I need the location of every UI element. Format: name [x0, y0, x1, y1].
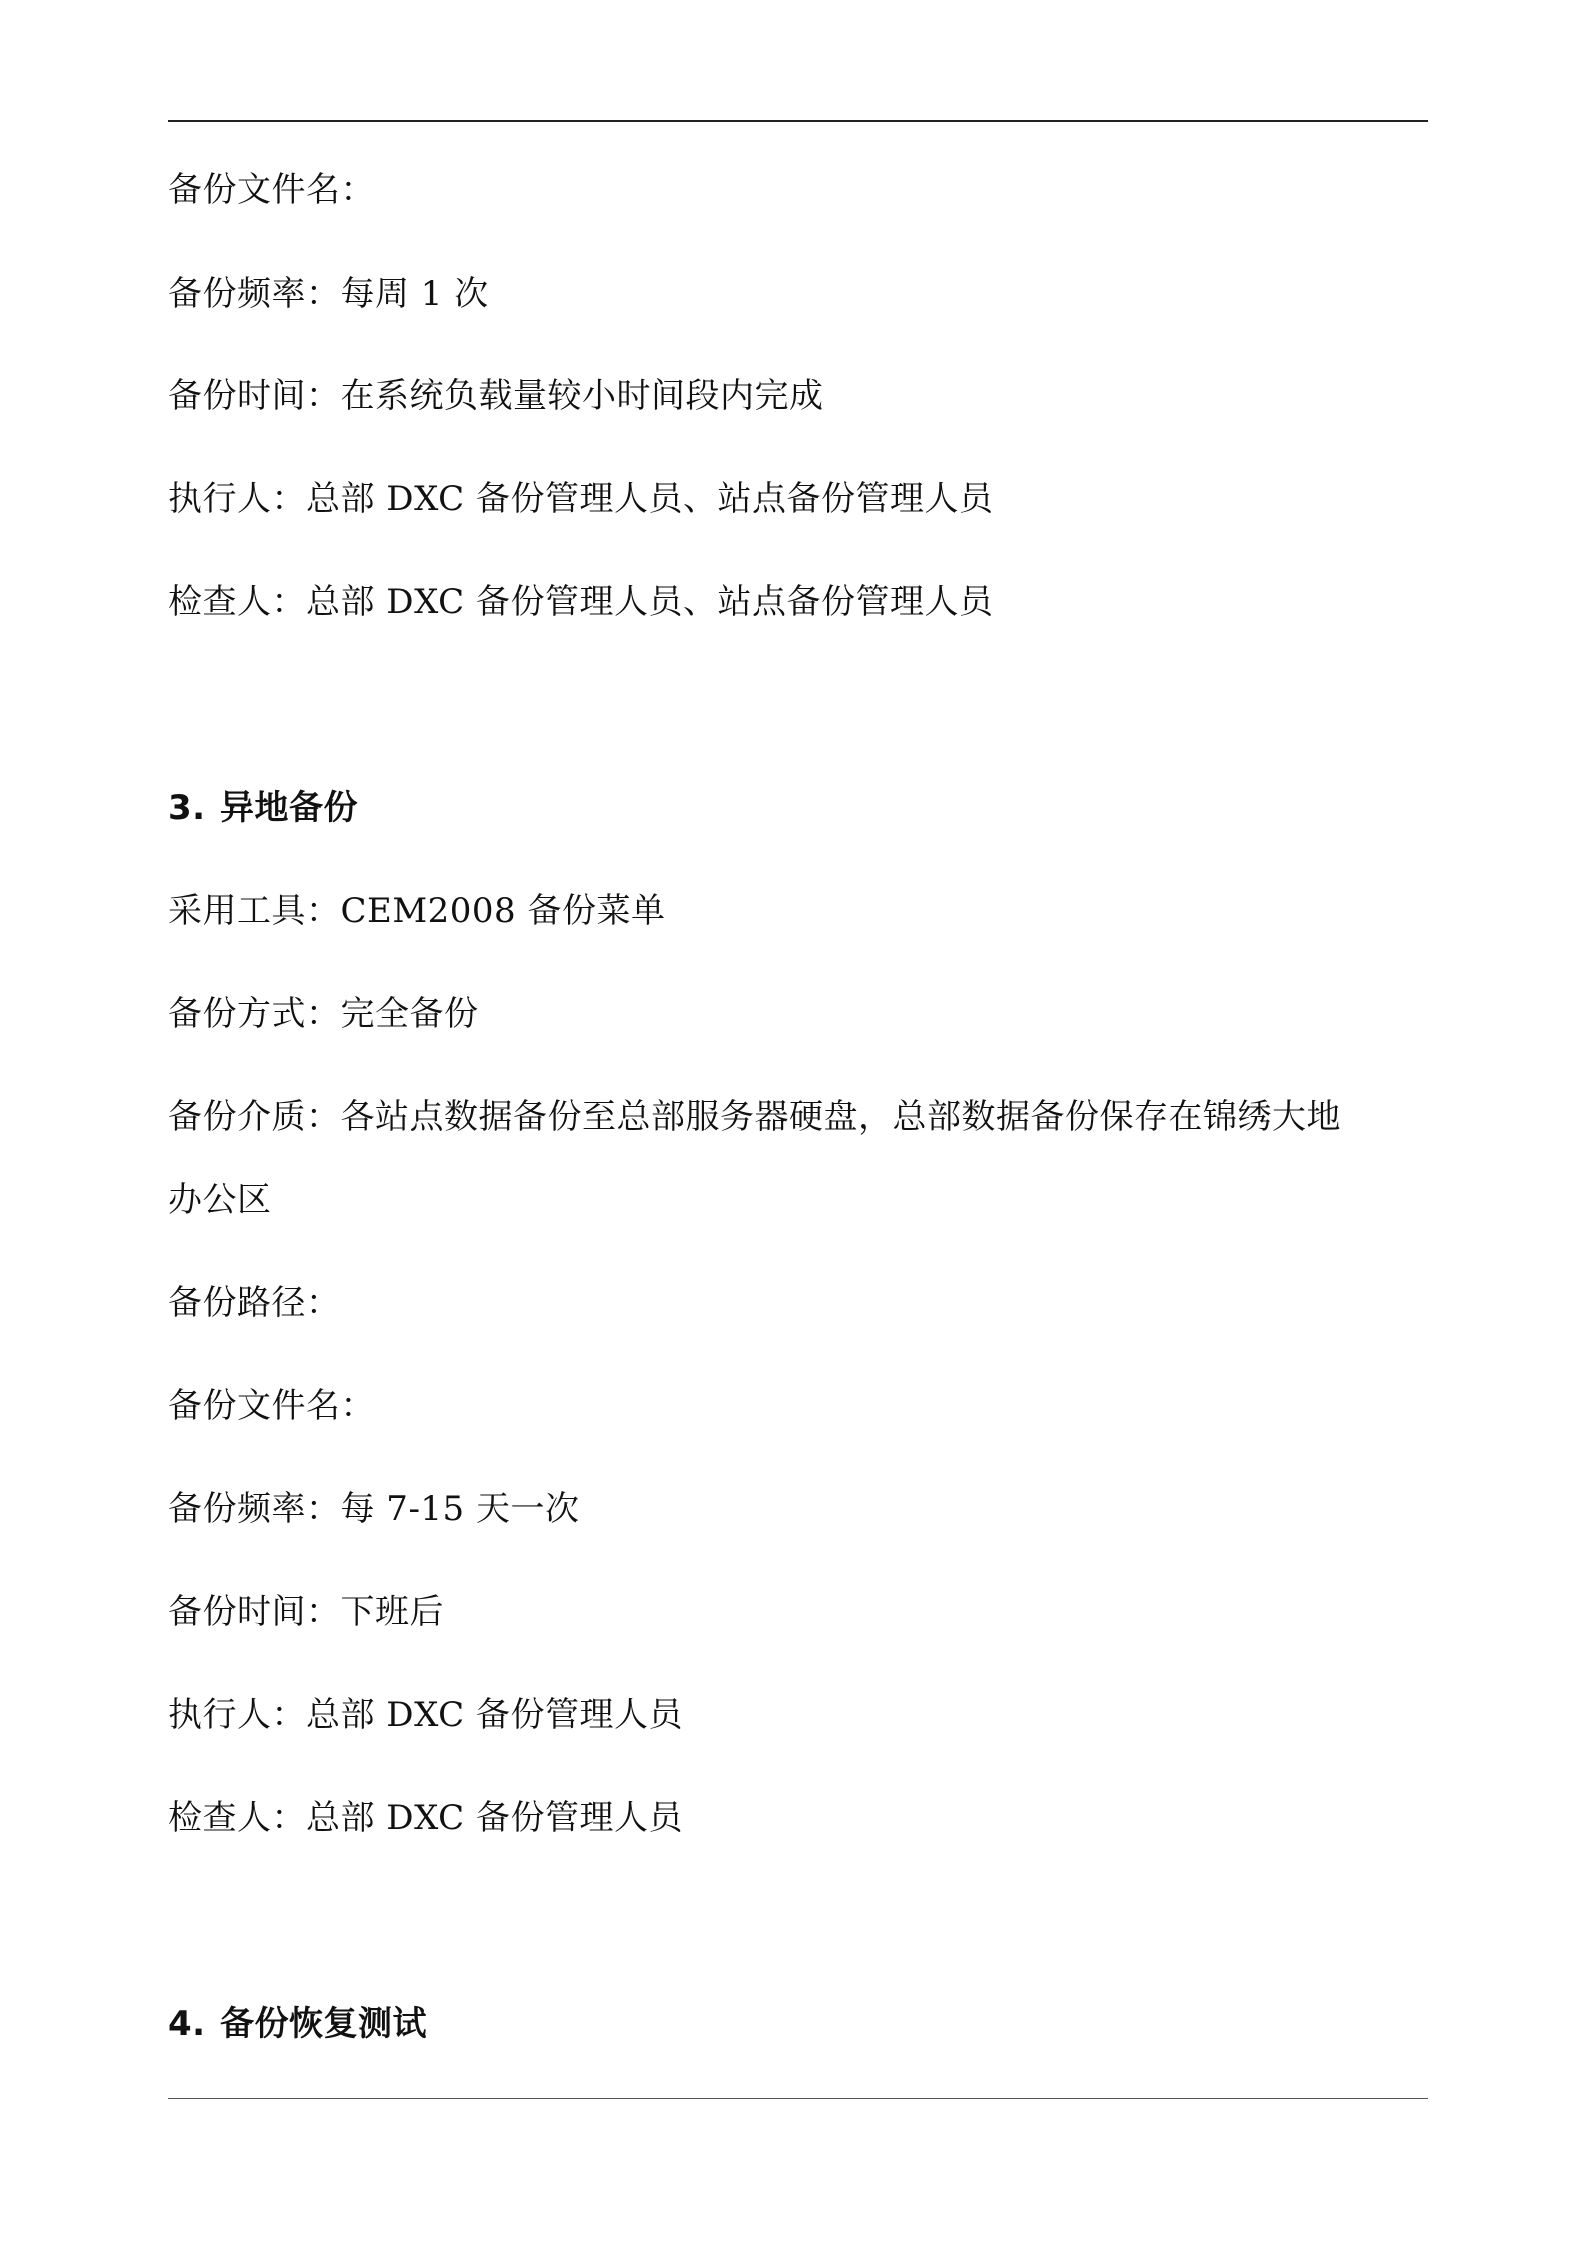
inspector-line: 检查人：总部 DXC 备份管理人员、站点备份管理人员 [168, 582, 994, 622]
tool-line: 采用工具：CEM2008 备份菜单 [168, 891, 666, 931]
section-3-number: 3. [168, 788, 206, 828]
section-4-heading [168, 2002, 427, 2046]
medium-line-2: 办公区 [168, 1180, 272, 1220]
backup-time-line: 备份时间：在系统负载量较小时间段内完成 [168, 376, 824, 416]
backup-filename-line: 备份文件名： [168, 170, 375, 210]
section-4-title: 备份恢复测试 [220, 2004, 427, 2044]
footer-rule [168, 2098, 1428, 2099]
section-3-heading [168, 786, 358, 830]
offsite-executor-line: 执行人：总部 DXC 备份管理人员 [168, 1695, 683, 1735]
method-line: 备份方式：完全备份 [168, 994, 479, 1034]
section-4-number: 4. [168, 2004, 206, 2044]
backup-frequency-line: 备份频率：每周 1 次 [168, 274, 489, 314]
section-3-title: 异地备份 [220, 788, 358, 828]
offsite-filename-line: 备份文件名： [168, 1386, 375, 1426]
medium-line-1: 备份介质：各站点数据备份至总部服务器硬盘，总部数据备份保存在锦绣大地 [168, 1097, 1341, 1137]
offsite-time-line: 备份时间：下班后 [168, 1592, 444, 1632]
header-rule [168, 120, 1428, 122]
offsite-frequency-line: 备份频率：每 7-15 天一次 [168, 1489, 580, 1529]
path-line: 备份路径： [168, 1283, 341, 1323]
offsite-inspector-line: 检查人：总部 DXC 备份管理人员 [168, 1798, 683, 1838]
executor-line: 执行人：总部 DXC 备份管理人员、站点备份管理人员 [168, 479, 994, 519]
